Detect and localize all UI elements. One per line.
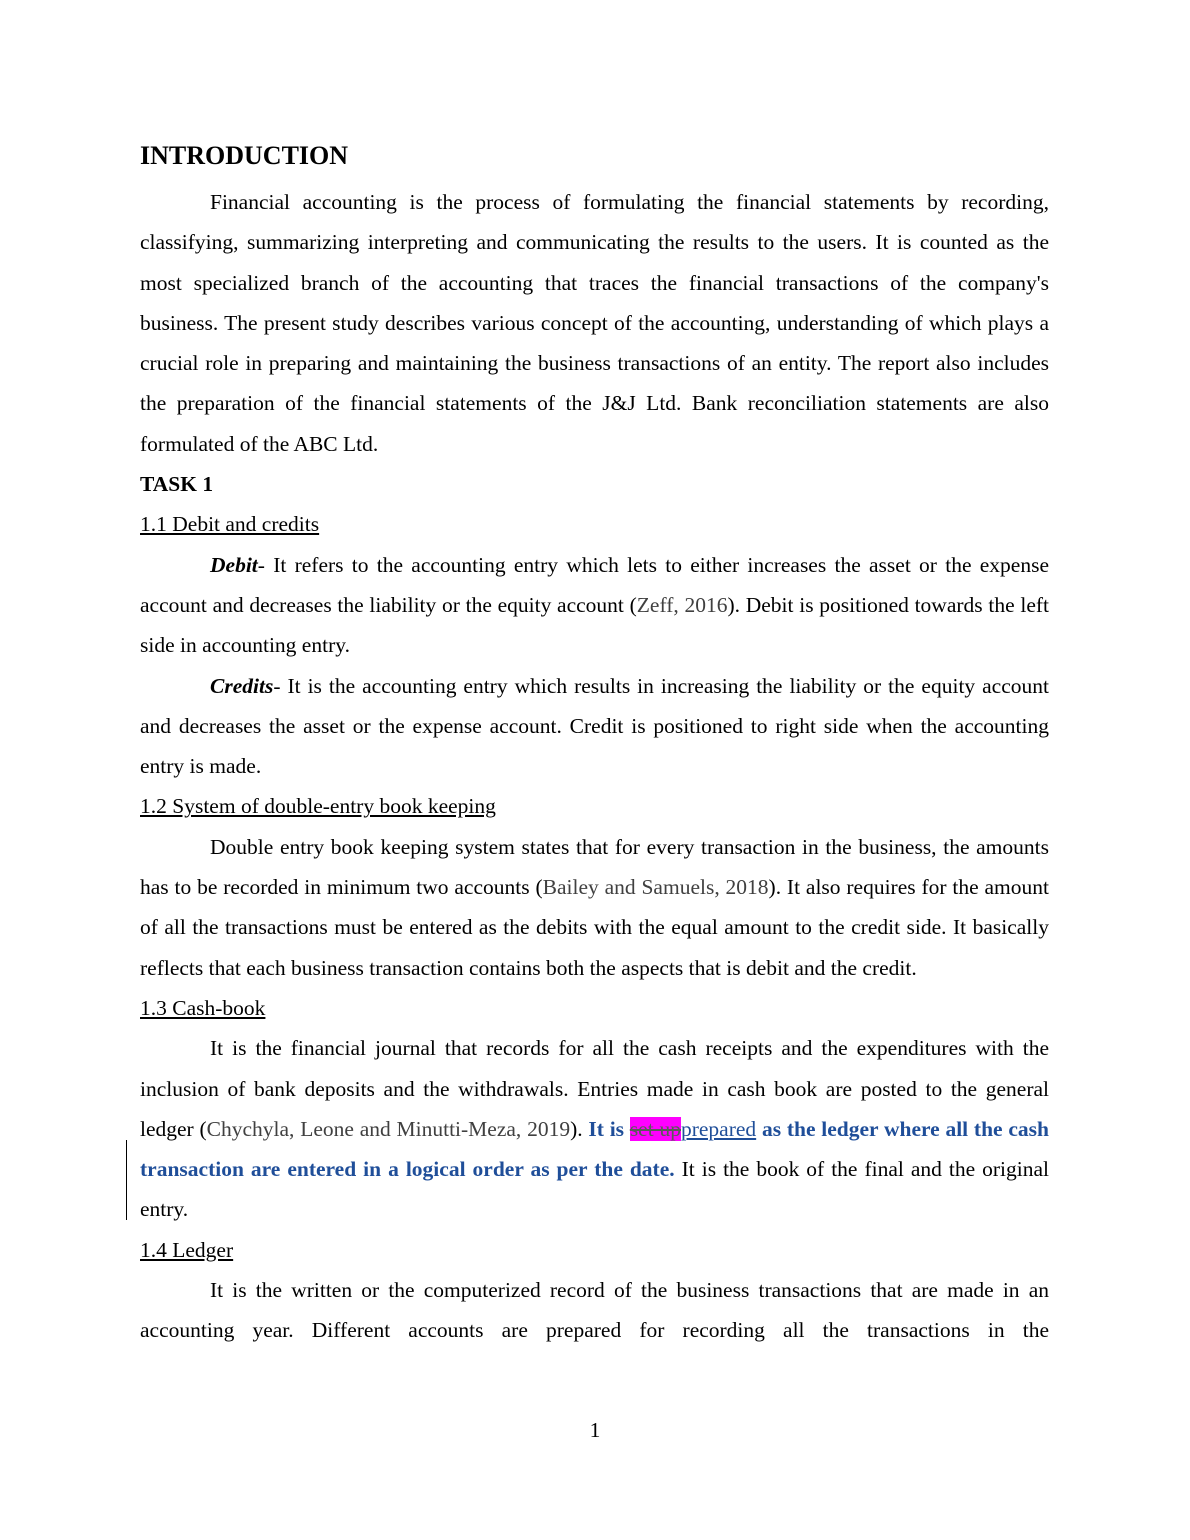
cash-book-paragraph — [140, 1028, 1049, 1229]
introduction-paragraph: Financial accounting is the process of formulating the financial statements by recording, classifying, summarizing interpreting and communicating the results to the users. It is counted as the most specialized branch of the accounting that traces the financial transactions of the company's business. The present study describes various concept of the accounting, understanding of which plays a crucial role in preparing and maintaining the business transactions of an entity. The report also includes the preparation of the financial statements of the J&J Ltd. Bank reconciliation statements are also formulated of the ABC Ltd. — [140, 190, 1049, 456]
task1-heading: TASK 1 — [140, 472, 214, 497]
section-1-1 — [140, 504, 1049, 544]
tracked-deletion[interactable]: set up — [629, 1116, 681, 1141]
change-bar — [126, 1140, 127, 1220]
cash-book-text-1: It is the financial journal that records for all the cash receipts and the expenditures with the inclusion of bank deposits and the withdrawals. Entries made in cash book are posted to the general ledger ( — [140, 1036, 1049, 1141]
credit-text: - It is the accounting entry which results in increasing the liability or the equity account and decreases the asset or the expense account. Credit is positioned to right side when the accounting entry is made. — [140, 673, 1049, 779]
tracked-change-start: It is — [588, 1116, 630, 1141]
cash-book-text-3: It is the book of the final and the original entry. — [140, 1157, 1049, 1222]
tracked-change-end: as the ledger where all the cash transaction are entered in a logical order as per the date. — [140, 1116, 1049, 1182]
section-1-1-heading: 1.1 Debit and credits — [140, 512, 320, 537]
introduction-heading: INTRODUCTION — [140, 141, 349, 170]
cash-book-citation: Chychyla, Leone and Minutti-Meza, 2019 — [206, 1116, 571, 1141]
double-entry-citation: Bailey and Samuels, 2018 — [542, 875, 769, 900]
debit-paragraph — [140, 545, 1049, 666]
document-page — [140, 138, 1049, 1351]
debit-term: Debit — [210, 552, 258, 577]
section-1-2-heading: 1.2 System of double-entry book keeping — [140, 794, 496, 819]
section-1-4 — [140, 1230, 1049, 1270]
section-1-2 — [140, 786, 1049, 826]
double-entry-paragraph — [140, 827, 1049, 988]
tracked-insertion[interactable]: prepared — [680, 1116, 757, 1141]
page-number: 1 — [589, 1418, 601, 1442]
debit-tail: ). Debit is positioned towards the left side in accounting entry. — [140, 592, 1049, 658]
credit-paragraph — [140, 666, 1049, 787]
double-entry-text-2: ). It also requires for the amount of all the transactions must be entered as the debits with the equal amount to the credit side. It basically reflects that each business transaction contains both the aspects that is debit and the credit. — [140, 875, 1049, 980]
credit-term: Credits — [210, 673, 274, 698]
section-1-3 — [140, 988, 1049, 1028]
cash-book-text-2: ). — [570, 1116, 589, 1141]
ledger-paragraph: It is the written or the computerized record of the business transactions that are made in an accounting year. Different accounts are prepared for recording all the transactions in the — [140, 1278, 1049, 1343]
section-1-3-heading: 1.3 Cash-book — [140, 995, 266, 1020]
debit-citation: Zeff, 2016 — [636, 592, 728, 617]
double-entry-text-1: Double entry book keeping system states that for every transaction in the business, the amounts has to be recorded in minimum two accounts ( — [140, 834, 1049, 900]
debit-text: - It refers to the accounting entry which lets to either increases the asset or the expense account and decreases the liability or the equity account ( — [140, 552, 1049, 617]
section-1-4-heading: 1.4 Ledger — [140, 1237, 234, 1262]
